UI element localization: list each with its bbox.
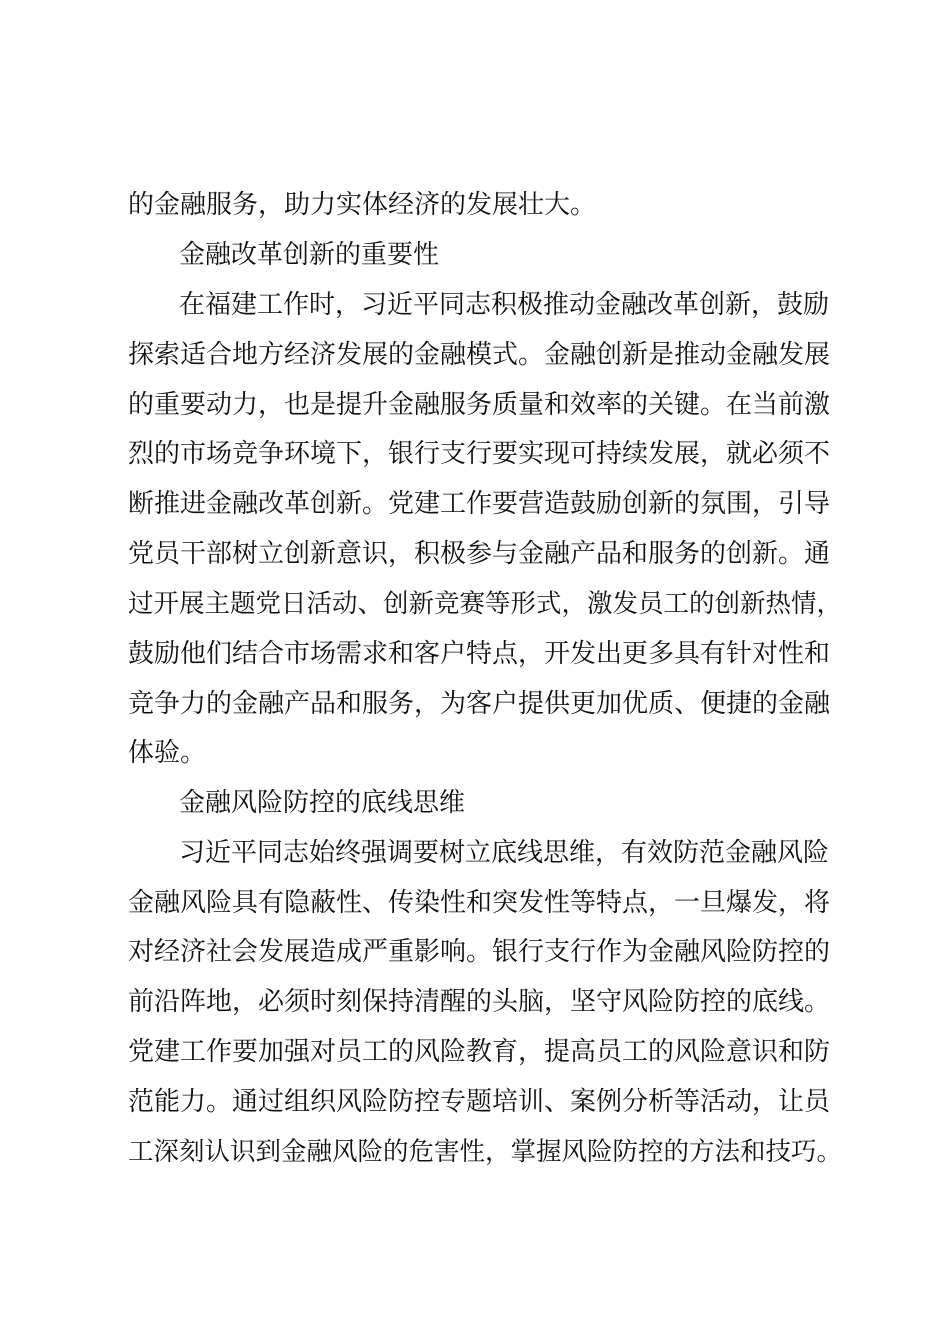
text-line: 竞争力的金融产品和服务，为客户提供更加优质、便捷的金融	[128, 689, 831, 719]
text-line: 体验。	[128, 738, 207, 768]
text-line: 范能力。通过组织风险防控专题培训、案例分析等活动，让员	[128, 1087, 831, 1117]
text-line: 烈的市场竞争环境下，银行支行要实现可持续发展，就必须不	[128, 439, 831, 469]
text-line: 习近平同志始终强调要树立底线思维，有效防范金融风险	[179, 838, 830, 868]
text-line: 前沿阵地，必须时刻保持清醒的头脑，坚守风险防控的底线。	[128, 987, 831, 1017]
text-line: 党员干部树立创新意识，积极参与金融产品和服务的创新。通	[128, 539, 831, 569]
text-line: 鼓励他们结合市场需求和客户特点，开发出更多具有针对性和	[128, 639, 831, 669]
text-line: 工深刻认识到金融风险的危害性，掌握风险防控的方法和技巧。	[128, 1137, 843, 1167]
section-heading: 金融改革创新的重要性	[179, 240, 440, 270]
text-line: 的重要动力，也是提升金融服务质量和效率的关键。在当前激	[128, 390, 831, 420]
text-line: 在福建工作时，习近平同志积极推动金融改革创新，鼓励	[179, 290, 830, 320]
section-heading: 金融风险防控的底线思维	[179, 788, 466, 818]
text-line: 探索适合地方经济发展的金融模式。金融创新是推动金融发展	[128, 340, 831, 370]
text-line: 的金融服务，助力实体经济的发展壮大。	[128, 190, 597, 220]
text-line: 对经济社会发展造成严重影响。银行支行作为金融风险防控的	[128, 937, 831, 967]
text-line: 党建工作要加强对员工的风险教育，提高员工的风险意识和防	[128, 1037, 831, 1067]
text-line: 金融风险具有隐蔽性、传染性和突发性等特点，一旦爆发，将	[128, 888, 831, 918]
text-line: 过开展主题党日活动、创新竞赛等形式，激发员工的创新热情，	[128, 589, 843, 619]
text-line: 断推进金融改革创新。党建工作要营造鼓励创新的氛围，引导	[128, 489, 831, 519]
